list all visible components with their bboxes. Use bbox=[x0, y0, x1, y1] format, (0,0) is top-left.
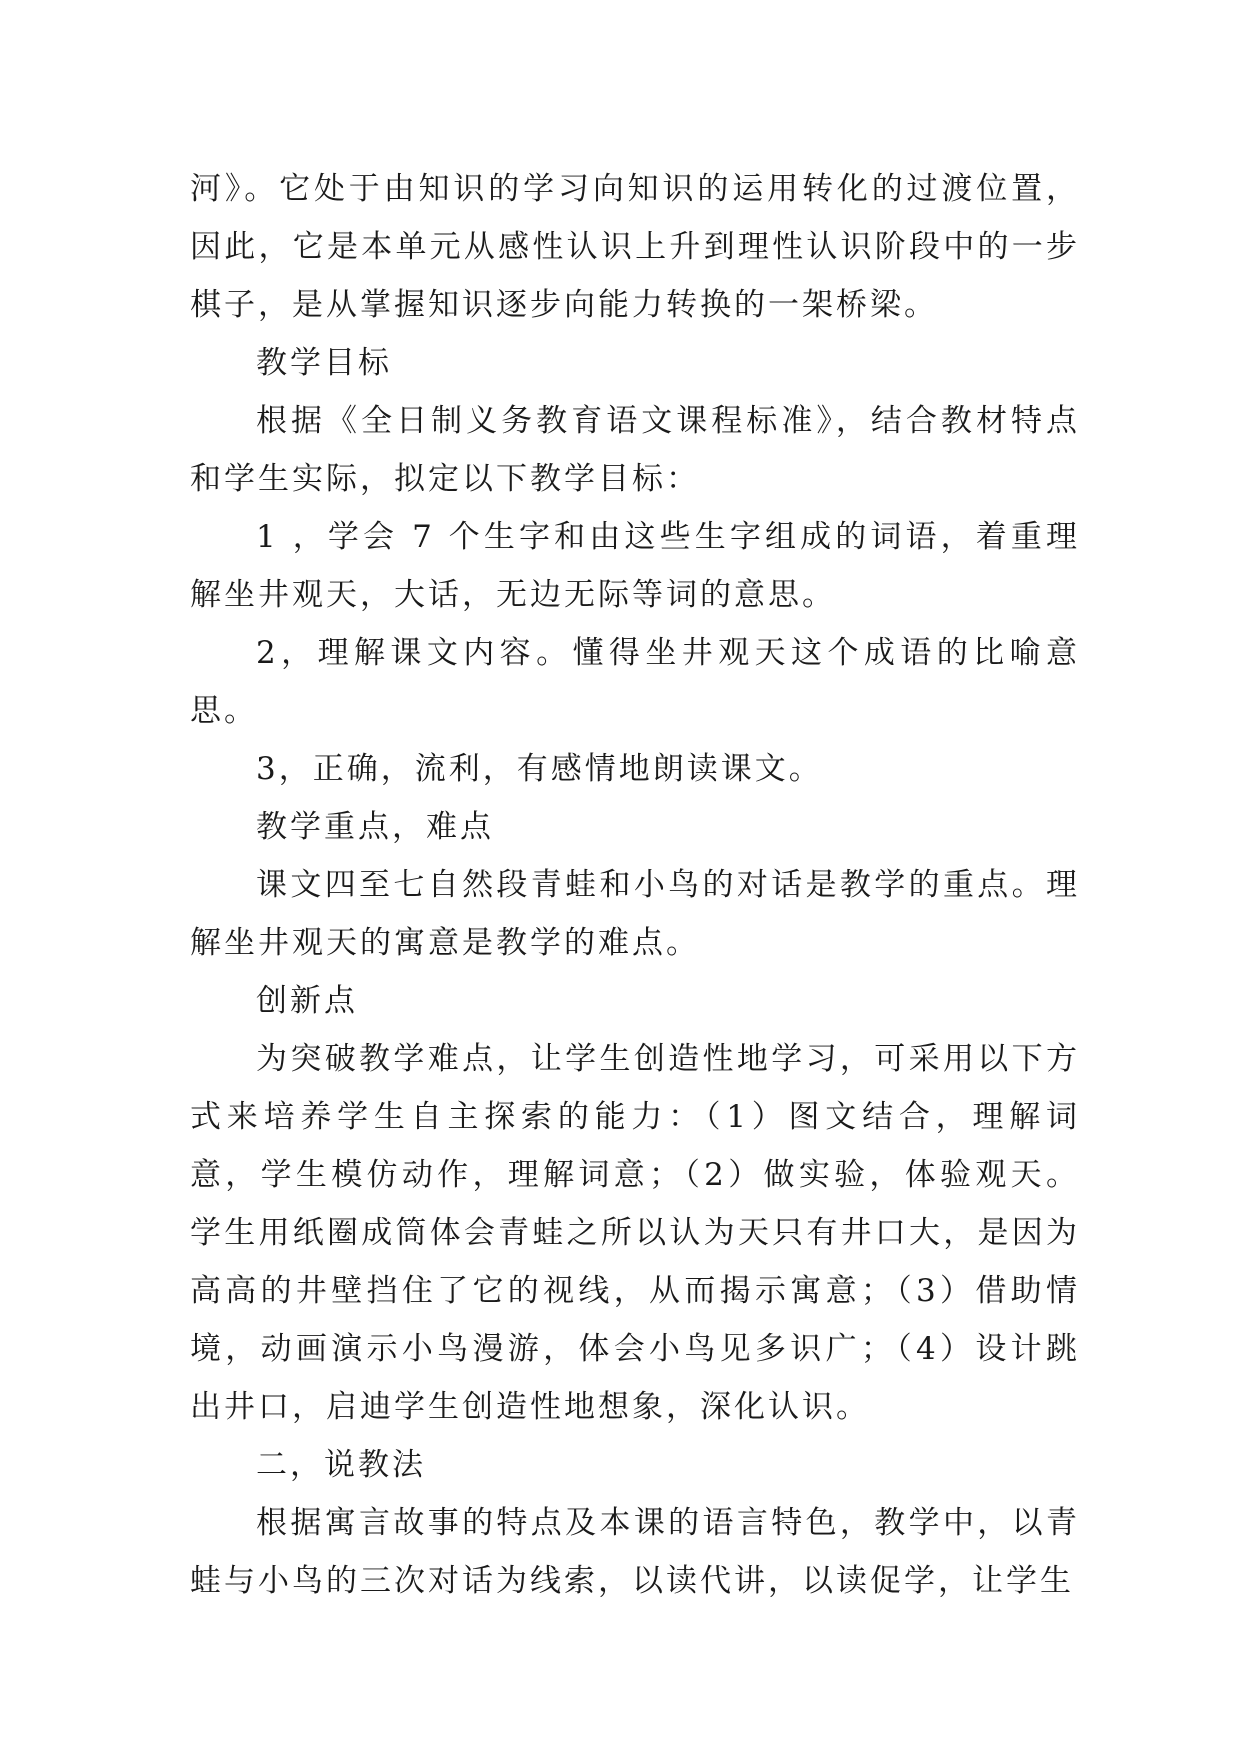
paragraph-goal-1: 1 ，学会 7 个生字和由这些生字组成的词语，着重理解坐井观天，大话，无边无际等词的意思。 bbox=[190, 519, 1080, 613]
section-heading-key-points: 教学重点，难点 bbox=[256, 809, 494, 845]
paragraph-teaching-method: 根据寓言故事的特点及本课的语言特色，教学中，以青蛙与小鸟的三次对话为线索，以读代讲，以读促学，让学生 bbox=[190, 1505, 1080, 1599]
paragraph-innovation: 为突破教学难点，让学生创造性地学习，可采用以下方式来培养学生自主探索的能力：（1）图文结合，理解词意，学生模仿动作，理解词意；（2）做实验，体验观天。学生用纸圈成筒体会青蛙之所以认为天只有井口大，是因为高高的井壁挡住了它的视线，从而揭示寓意；（3）借助情境，动画演示小鸟漫游，体会小鸟见多识广；（4）设计跳出井口，启迪学生创造性地想象，深化认识。 bbox=[190, 1041, 1080, 1425]
document-body bbox=[190, 160, 1080, 1610]
section-heading-teaching-goals: 教学目标 bbox=[256, 345, 392, 381]
paragraph-continuation: 河》。它处于由知识的学习向知识的运用转化的过渡位置，因此，它是本单元从感性认识上升到理性认识阶段中的一步棋子，是从掌握知识逐步向能力转换的一架桥梁。 bbox=[190, 171, 1080, 323]
section-heading-teaching-method: 二，说教法 bbox=[256, 1447, 426, 1483]
paragraph-key-points: 课文四至七自然段青蛙和小鸟的对话是教学的重点。理解坐井观天的寓意是教学的难点。 bbox=[190, 867, 1080, 961]
paragraph-curriculum-standard: 根据《全日制义务教育语文课程标准》，结合教材特点和学生实际，拟定以下教学目标： bbox=[190, 403, 1080, 497]
paragraph-goal-2: 2，理解课文内容。懂得坐井观天这个成语的比喻意思。 bbox=[190, 635, 1080, 729]
paragraph-goal-3: 3，正确，流利，有感情地朗读课文。 bbox=[256, 751, 823, 787]
section-heading-innovation: 创新点 bbox=[256, 983, 358, 1019]
